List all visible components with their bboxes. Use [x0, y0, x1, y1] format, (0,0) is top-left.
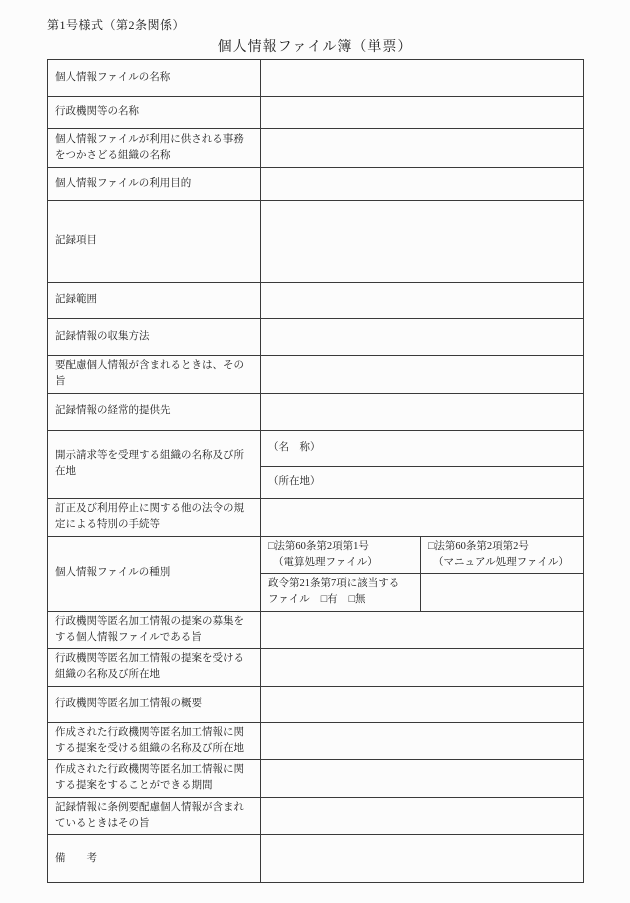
page-title: 個人情報ファイル簿（単票） — [217, 40, 413, 55]
table-row-sensitive-info — [48, 356, 584, 394]
value-remarks — [261, 835, 584, 883]
row-label-routine-recipients: 記録情報の経常的提供先 — [48, 393, 261, 430]
file-category-computer-option-note: （電算処理ファイル） — [273, 556, 378, 568]
ordinance-yes-label: 有 — [327, 594, 338, 606]
table-row-created-anon-period — [48, 760, 584, 798]
file-category-ordinance-text2: ファイル — [268, 594, 310, 606]
table-row-routine-recipients — [48, 393, 584, 430]
row-label-anon-overview: 行政機関等匿名加工情報の概要 — [48, 686, 261, 722]
value-agency-name — [261, 97, 584, 129]
value-anon-recipient-org — [261, 649, 584, 687]
row-label-collection-method: 記録情報の収集方法 — [48, 319, 261, 356]
table-row-record-scope — [48, 283, 584, 319]
checkbox-unchecked-icon: □ — [428, 540, 435, 552]
value-created-anon-period — [261, 760, 584, 798]
table-row-ordinance-sensitive — [48, 797, 584, 835]
row-label-ordinance-sensitive: 記録情報に条例要配慮個人情報が含まれているときはその旨 — [48, 797, 261, 835]
value-collection-method — [261, 319, 584, 356]
value-sensitive-info — [261, 356, 584, 394]
file-category-computer-option-label: 法第60条第2項第1号 — [274, 540, 369, 552]
value-routine-recipients — [261, 393, 584, 430]
file-category-computer-option-cell — [261, 536, 421, 574]
table-row-org-name — [48, 129, 584, 168]
checkbox-unchecked-icon: □ — [320, 594, 328, 606]
table-row-anon-recipient-org — [48, 649, 584, 687]
row-label-sensitive-info: 要配慮個人情報が含まれるときは、その旨 — [48, 356, 261, 394]
value-purpose — [261, 168, 584, 201]
row-label-file-category: 個人情報ファイルの種別 — [48, 536, 261, 611]
value-created-anon-recipient-org — [261, 722, 584, 760]
row-label-created-anon-recipient-org: 作成された行政機関等匿名加工情報に関する提案を受ける組織の名称及び所在地 — [48, 722, 261, 760]
checkbox-unchecked-icon: □ — [268, 540, 275, 552]
value-record-scope — [261, 283, 584, 319]
row-label-correction-procedures: 訂正及び利用停止に関する他の法令の規定による特別の手続等 — [48, 498, 261, 536]
row-label-created-anon-period: 作成された行政機関等匿名加工情報に関する提案をすることができる期間 — [48, 760, 261, 798]
file-category-manual-option-label: 法第60条第2項第2号 — [434, 540, 529, 552]
table-row-remarks — [48, 835, 584, 883]
table-row-record-items — [48, 201, 584, 283]
personal-info-file-register-table — [47, 59, 584, 883]
value-file-name — [261, 60, 584, 97]
value-anon-overview — [261, 686, 584, 722]
table-row-collection-method — [48, 319, 584, 356]
table-row-purpose — [48, 168, 584, 201]
ordinance-no-label: 無 — [354, 594, 366, 606]
table-row-correction-procedures — [48, 498, 584, 536]
value-correction-procedures — [261, 498, 584, 536]
value-ordinance-sensitive — [261, 797, 584, 835]
table-row-created-anon-recipient-org — [48, 722, 584, 760]
table-row-agency-name — [48, 97, 584, 129]
file-category-ordinance-empty-cell — [421, 574, 584, 612]
table-row-file-category-options — [48, 536, 584, 574]
value-disclosure-org-address: （所在地） — [261, 466, 584, 498]
file-category-manual-option-note: （マニュアル処理ファイル） — [433, 556, 569, 568]
value-anon-solicitation — [261, 611, 584, 649]
file-category-ordinance-text: 政令第21条第7項に該当する — [268, 578, 400, 590]
value-record-items — [261, 201, 584, 283]
row-label-org-name: 個人情報ファイルが利用に供される事務をつかさどる組織の名称 — [48, 129, 261, 168]
row-label-agency-name: 行政機関等の名称 — [48, 97, 261, 129]
table-row-disclosure-org-name — [48, 430, 584, 466]
checkbox-unchecked-icon: □ — [348, 594, 355, 606]
row-label-disclosure-org: 開示請求等を受理する組織の名称及び所在地 — [48, 430, 261, 498]
row-label-record-scope: 記録範囲 — [48, 283, 261, 319]
row-label-remarks: 備 考 — [48, 835, 261, 883]
row-label-file-name: 個人情報ファイルの名称 — [48, 60, 261, 97]
row-label-record-items: 記録項目 — [48, 201, 261, 283]
file-category-manual-option-cell — [421, 536, 584, 574]
file-category-ordinance-cell — [261, 574, 421, 612]
table-row-file-name — [48, 60, 584, 97]
value-disclosure-org-name: （名 称） — [261, 430, 584, 466]
table-row-anon-solicitation — [48, 611, 584, 649]
row-label-anon-recipient-org: 行政機関等匿名加工情報の提案を受ける組織の名称及び所在地 — [48, 649, 261, 687]
value-org-name — [261, 129, 584, 168]
form-number: 第1号様式（第2条関係） — [47, 18, 186, 32]
row-label-anon-solicitation: 行政機関等匿名加工情報の提案の募集をする個人情報ファイルである旨 — [48, 611, 261, 649]
table-row-anon-overview — [48, 686, 584, 722]
row-label-purpose: 個人情報ファイルの利用目的 — [48, 168, 261, 201]
